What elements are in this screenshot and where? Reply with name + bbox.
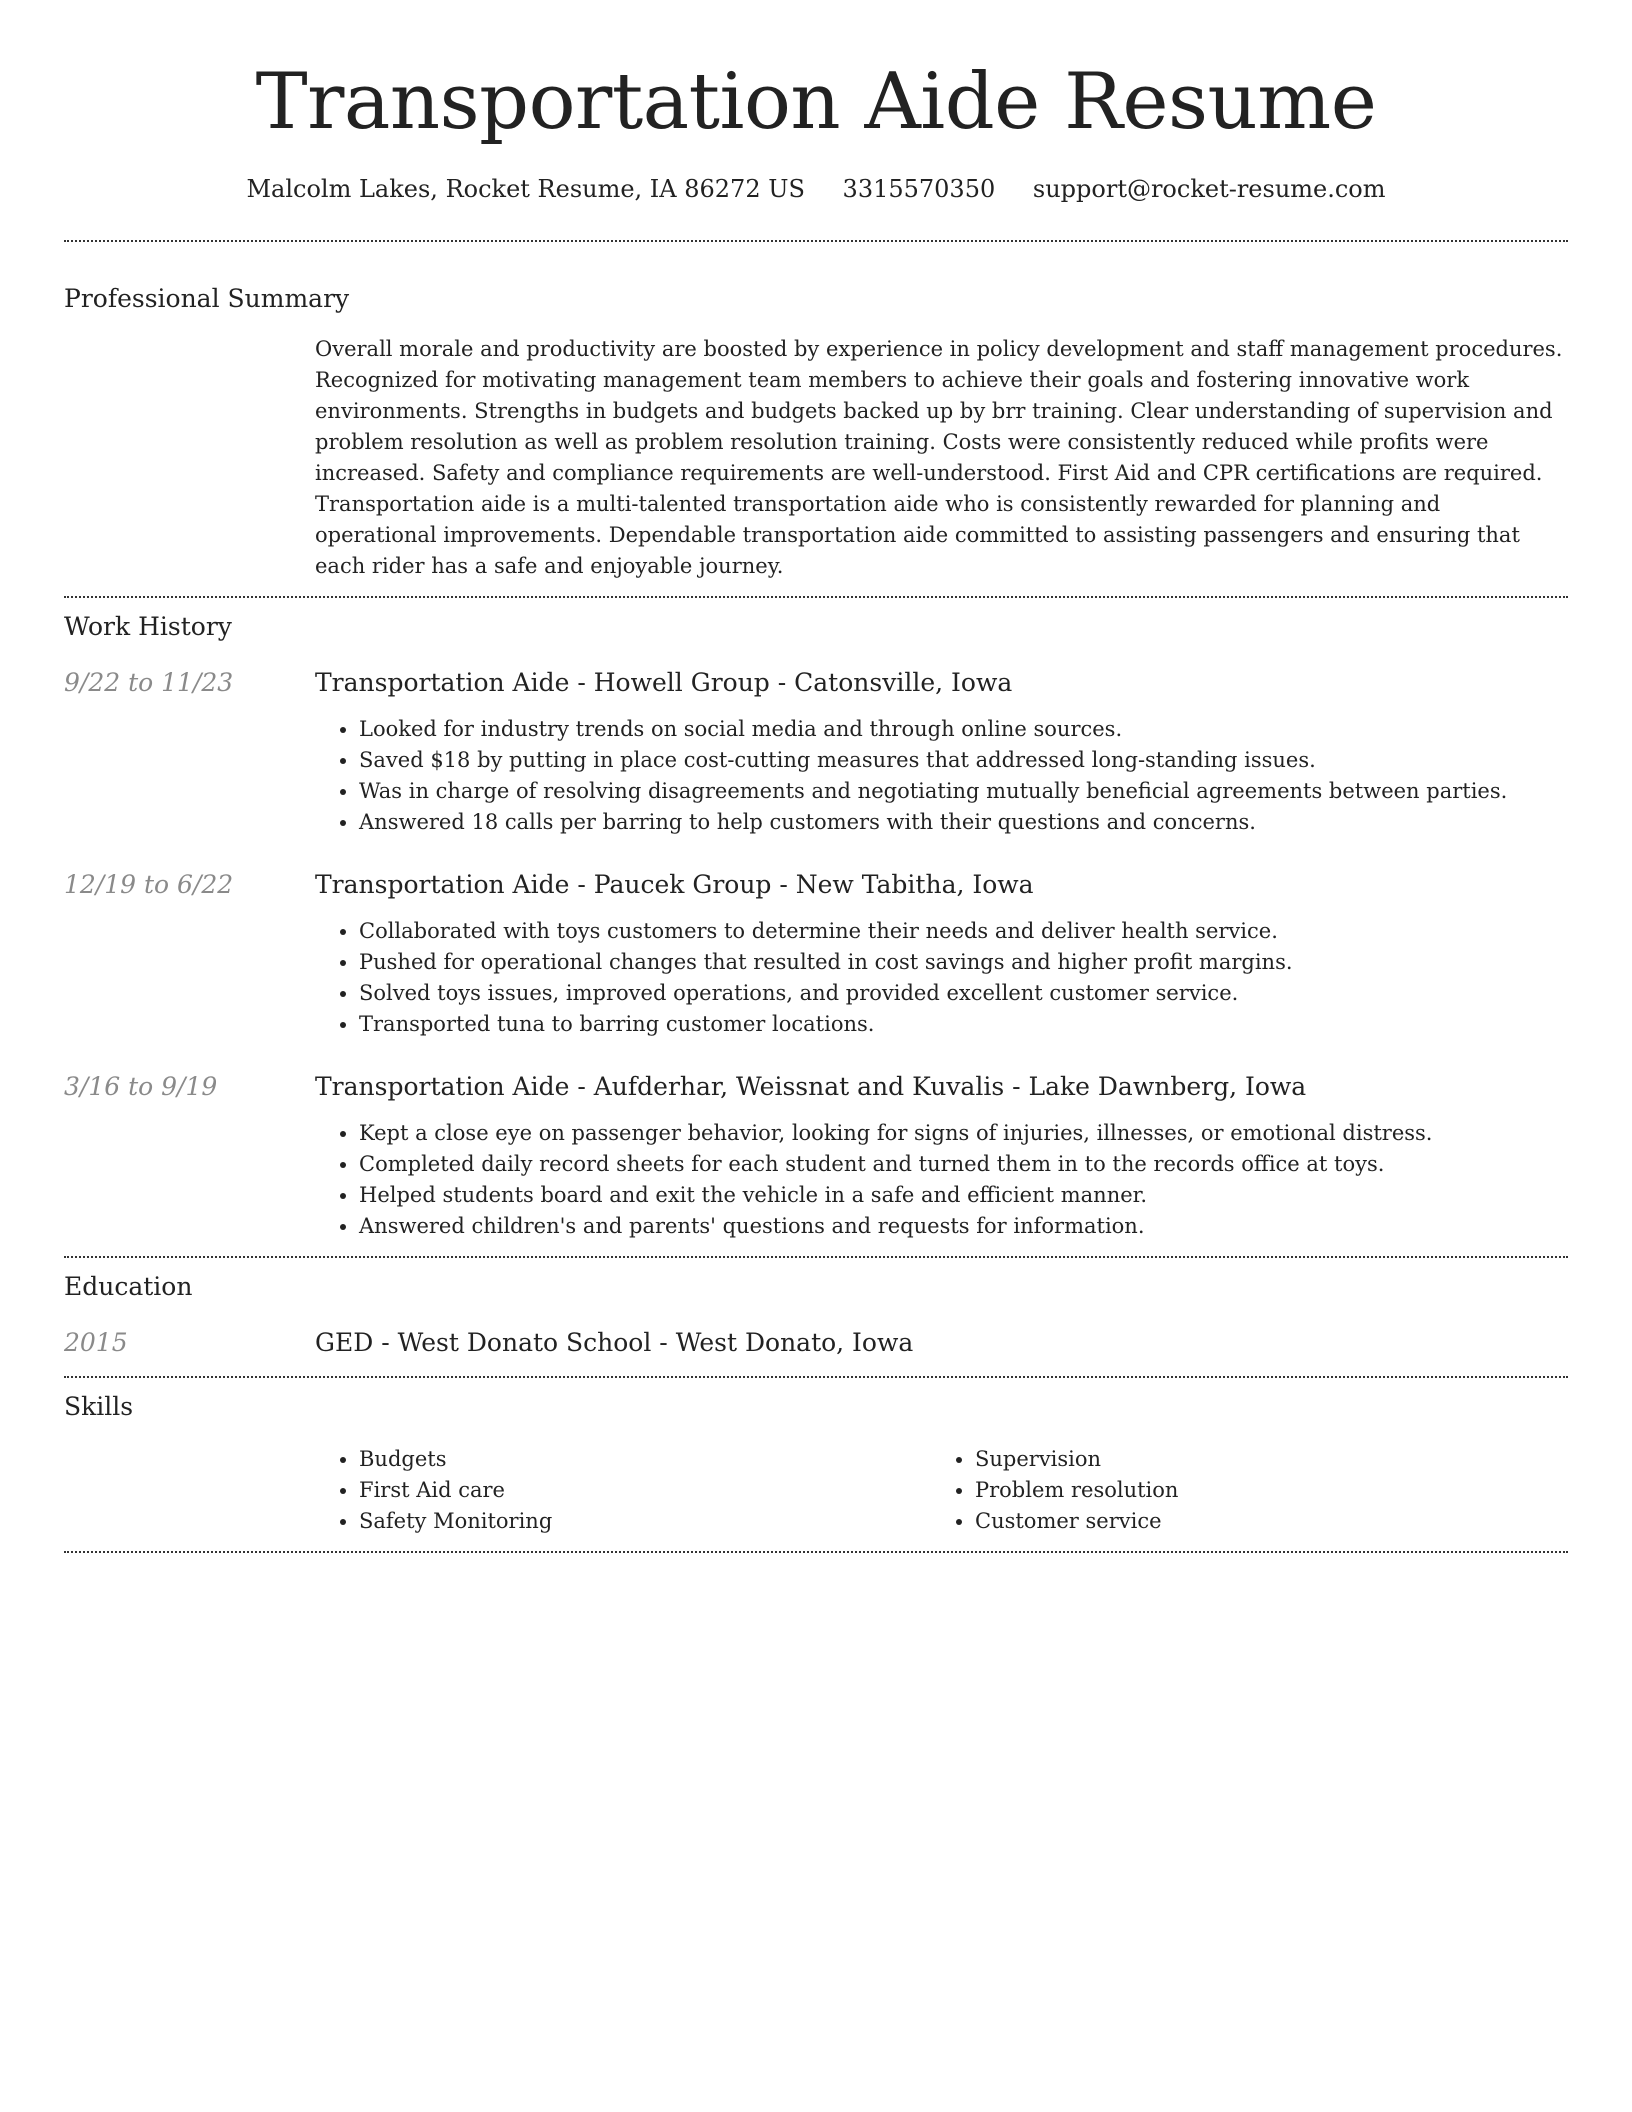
job-bullets bbox=[315, 1118, 1568, 1242]
section-title-skills: Skills bbox=[64, 1392, 134, 1421]
skills-section bbox=[64, 1390, 1568, 1537]
job-entry bbox=[64, 868, 1568, 1040]
contact-info bbox=[64, 172, 1568, 206]
job-title: Transportation Aide - Paucek Group - New Tabitha, Iowa bbox=[315, 870, 1034, 899]
job-dates: 12/19 to 6/22 bbox=[64, 870, 234, 899]
job-bullet: • Solved toys issues, improved operations, and provided excellent customer service. bbox=[359, 978, 1568, 1009]
job-bullets bbox=[315, 916, 1568, 1040]
education-entry bbox=[64, 1326, 1568, 1360]
job-bullet: • Transported tuna to barring customer locations. bbox=[359, 1009, 1568, 1040]
job-entry bbox=[64, 666, 1568, 838]
work-history-section bbox=[64, 610, 1568, 1242]
job-bullet: • Completed daily record sheets for each student and turned them in to the records office at toys. bbox=[359, 1149, 1568, 1180]
job-bullet: • Answered 18 calls per barring to help customers with their questions and concerns. bbox=[359, 807, 1568, 838]
job-dates: 9/22 to 11/23 bbox=[64, 668, 234, 697]
job-bullet: • Looked for industry trends on social media and through online sources. bbox=[359, 714, 1568, 745]
education-details bbox=[315, 1326, 1568, 1360]
resume-title: Transportation Aide Resume bbox=[255, 57, 1377, 147]
job-bullet: • Helped students board and exit the vehicle in a safe and efficient manner. bbox=[359, 1180, 1568, 1211]
job-bullet: • Pushed for operational changes that resulted in cost savings and higher profit margins. bbox=[359, 947, 1568, 978]
contact-phone: 3315570350 bbox=[842, 175, 996, 203]
job-dates: 3/16 to 9/19 bbox=[64, 1072, 218, 1101]
section-title-education: Education bbox=[64, 1272, 193, 1301]
education-year: 2015 bbox=[64, 1328, 128, 1357]
job-title: Transportation Aide - Aufderhar, Weissnat and Kuvalis - Lake Dawnberg, Iowa bbox=[315, 1072, 1307, 1101]
education-title: GED - West Donato School - West Donato, Iowa bbox=[315, 1328, 914, 1357]
job-bullets bbox=[315, 714, 1568, 838]
education-section bbox=[64, 1270, 1568, 1360]
section-title-work-history: Work History bbox=[64, 612, 232, 641]
divider bbox=[64, 1256, 1568, 1258]
skill-item: • Customer service bbox=[975, 1506, 1568, 1537]
skill-item: • Problem resolution bbox=[975, 1475, 1568, 1506]
section-title-summary: Professional Summary bbox=[64, 284, 350, 313]
skill-item: • Safety Monitoring bbox=[359, 1506, 887, 1537]
divider bbox=[64, 1376, 1568, 1378]
divider bbox=[64, 1551, 1568, 1553]
summary-text: Overall morale and productivity are boosted by experience in policy development and staff management procedures. Recognized for motivating management team members to achieve their goals and fostering innovative work environments. Strengths in budgets and budgets backed up by brr training. Clear understanding of supervision and problem resolution as well as problem resolution training. Costs were consistently reduced while profits were increased. Safety and compliance requirements are well-understood. First Aid and CPR certifications are required. Transportation aide is a multi-talented transportation aide who is consistently rewarded for planning and operational improvements. Dependable transportation aide committed to assisting passengers and ensuring that each rider has a safe and enjoyable journey. bbox=[315, 337, 1563, 578]
job-bullet: • Answered children's and parents' questions and requests for information. bbox=[359, 1211, 1568, 1242]
skill-item: • Budgets bbox=[359, 1444, 887, 1475]
skills-column bbox=[315, 1444, 887, 1537]
job-details bbox=[315, 868, 1568, 1040]
job-entry bbox=[64, 1070, 1568, 1242]
professional-summary-section bbox=[64, 282, 1568, 582]
contact-email: support@rocket-resume.com bbox=[1032, 175, 1386, 203]
skill-item: • First Aid care bbox=[359, 1475, 887, 1506]
contact-address: Malcolm Lakes, Rocket Resume, IA 86272 US bbox=[246, 175, 805, 203]
skills-column bbox=[931, 1444, 1568, 1537]
job-bullet: • Saved $18 by putting in place cost-cutting measures that addressed long-standing issues. bbox=[359, 745, 1568, 776]
job-title: Transportation Aide - Howell Group - Catonsville, Iowa bbox=[315, 668, 1013, 697]
job-bullet: • Was in charge of resolving disagreements and negotiating mutually beneficial agreements between parties. bbox=[359, 776, 1568, 807]
job-details bbox=[315, 1070, 1568, 1242]
skill-item: • Supervision bbox=[975, 1444, 1568, 1475]
divider bbox=[64, 240, 1568, 242]
skills-list bbox=[315, 1444, 1568, 1537]
divider bbox=[64, 596, 1568, 598]
job-bullet: • Collaborated with toys customers to determine their needs and deliver health service. bbox=[359, 916, 1568, 947]
job-details bbox=[315, 666, 1568, 838]
job-bullet: • Kept a close eye on passenger behavior, looking for signs of injuries, illnesses, or emotional distress. bbox=[359, 1118, 1568, 1149]
